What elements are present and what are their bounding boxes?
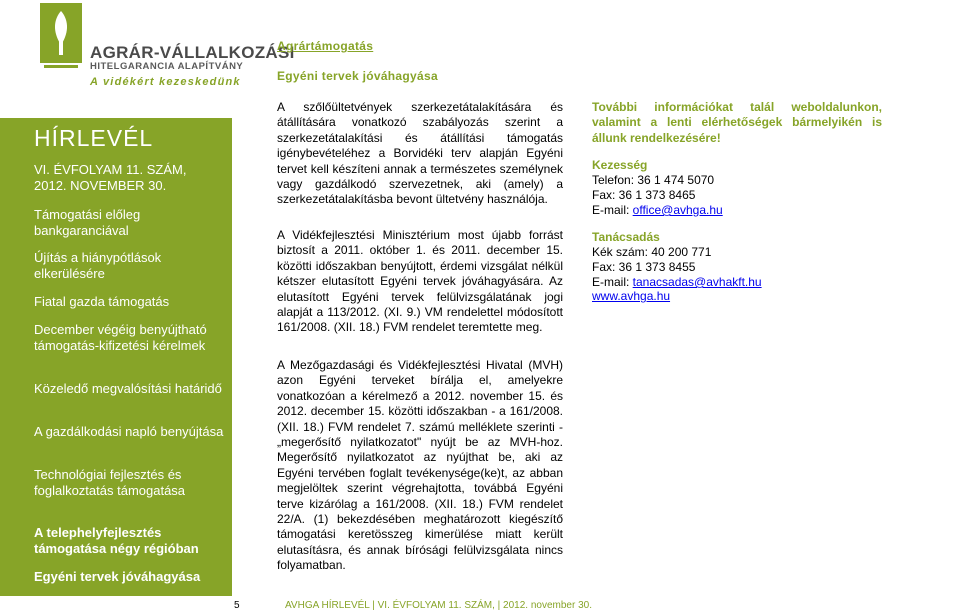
tanacsadas-fax: Fax: 36 1 373 8455: [592, 260, 696, 274]
kezesseg-title: Kezesség: [592, 158, 648, 172]
kezesseg-fax: Fax: 36 1 373 8465: [592, 188, 696, 202]
tanacsadas-email-link[interactable]: tanacsadas@avhakft.hu: [632, 275, 762, 289]
logo-tagline: A vidékért kezeskedünk: [90, 76, 241, 88]
kezesseg-email-link[interactable]: office@avhga.hu: [632, 203, 723, 217]
logo-mark-icon: [40, 3, 82, 75]
sidebar-item-egyeni-tervek[interactable]: Egyéni tervek jóváhagyása: [34, 569, 201, 584]
footer-text: AVHGA HÍRLEVÉL | VI. ÉVFOLYAM 11. SZÁM, | 2012. november 30.: [285, 600, 592, 611]
sidebar-item-december[interactable]: December végéig benyújtható támogatás-kifizetési kérelmek: [34, 322, 207, 353]
article-paragraph-2: A Vidékfejlesztési Minisztérium most újabb forrást biztosít a 2011. október 1. és 2011. december 15. közötti időszakban benyújtott, érdemi vizsgálat nélkül kétszer elutasított Egyéni tervek jóváhagyására. Az elutasított Egyéni tervek felülvizsgálatának jogi alapját a 113/2012. (XI. 9.) VM rendelettel módosított 161/2008. (XII. 18.) FVM rendelet teremtette meg.: [277, 228, 563, 335]
tanacsadas-title: Tanácsadás: [592, 230, 660, 244]
sidebar-item-gazdalkodasi-naplo[interactable]: A gazdálkodási napló benyújtása: [34, 424, 224, 439]
sidebar-item-technologiai[interactable]: Technológiai fejlesztés és foglalkoztatás támogatása: [34, 467, 186, 498]
sidebar-logo-area: [0, 0, 295, 118]
page-number: 5: [234, 600, 240, 611]
website-row: [592, 289, 882, 304]
sidebar-item-elolegbankgarancia[interactable]: Támogatási előleg bankgaranciával: [34, 207, 141, 238]
sidebar-item-telephely[interactable]: A telephelyfejlesztés támogatása négy régióban: [34, 525, 199, 556]
article-paragraph-1: A szőlőültetvények szerkezetátalakítására és átállítására vonatkozó szabályozás szerint a szerkezetátalakítási és átállítási támogatás igénybevételéhez a Borvidéki terv alapján Egyéni tervet kell készíteni annak a természetes személynek vagy gazdálkodó szervezetnek, aki (amely) a szerkezetátalakításba bevont ültetvény használója.: [277, 100, 563, 207]
email-label: E-mail:: [592, 203, 633, 217]
article-title: Egyéni tervek jóváhagyása: [277, 69, 438, 83]
email-label: E-mail:: [592, 275, 633, 289]
website-link[interactable]: www.avhga.hu: [592, 289, 671, 303]
tanacsadas-phone: Kék szám: 40 200 771: [592, 245, 712, 259]
newsletter-title: HÍRLEVÉL: [34, 125, 154, 151]
newsletter-issue: [34, 162, 186, 194]
logo-subname: HITELGARANCIA ALAPÍTVÁNY: [90, 61, 244, 72]
sidebar-item-hatarido[interactable]: Közeledő megvalósítási határidő: [34, 381, 222, 396]
sidebar-item-hianypotlas[interactable]: Újítás a hiánypótlások elkerülésére: [34, 250, 162, 281]
issue-line-2: 2012. NOVEMBER 30.: [34, 178, 167, 193]
sidebar-item-fiatal-gazda[interactable]: Fiatal gazda támogatás: [34, 294, 170, 309]
contact-intro: További információkat talál weboldalunkon, valamint a lenti elérhetőségek bármelyikén is állunk rendelkezésére!: [592, 100, 882, 145]
issue-line-1: VI. ÉVFOLYAM 11. SZÁM,: [34, 162, 187, 177]
kezesseg-email-row: [592, 203, 882, 218]
kezesseg-phone: Telefon: 36 1 474 5070: [592, 173, 715, 187]
article-paragraph-3: A Mezőgazdasági és Vidékfejlesztési Hivatal (MVH) azon Egyéni terveket bírálja el, amelyekre vonatkozóan a kérelmező a 2012. november 15. és 2012. december 15. közötti időszakban - a 161/2008. (XII. 18.) FVM rendelet 7. számú melléklete szerinti - „megerősítő nyilatkozatot" nyújt be az MVH-hoz. Megerősítő nyilatkozatot az nyújthat be, aki az Egyéni tervében foglalt tevékenysége(ke)t, az abban megjelöltek szerint végrehajtotta, továbbá Egyéni terve kizárólag a 161/2008. (XII. 18.) FVM rendelet 22/A. (1) bekezdésében meghatározott kiegészítő támogatási keretösszeg kimerülése miatt került elutasításra, és annak bírósági felülvizsgálata nincs folyamatban.: [277, 358, 563, 573]
logo-name: AGRÁR-VÁLLALKOZÁSI: [90, 43, 295, 62]
section-title[interactable]: Agrártámogatás: [277, 39, 374, 53]
logo: [40, 3, 295, 95]
